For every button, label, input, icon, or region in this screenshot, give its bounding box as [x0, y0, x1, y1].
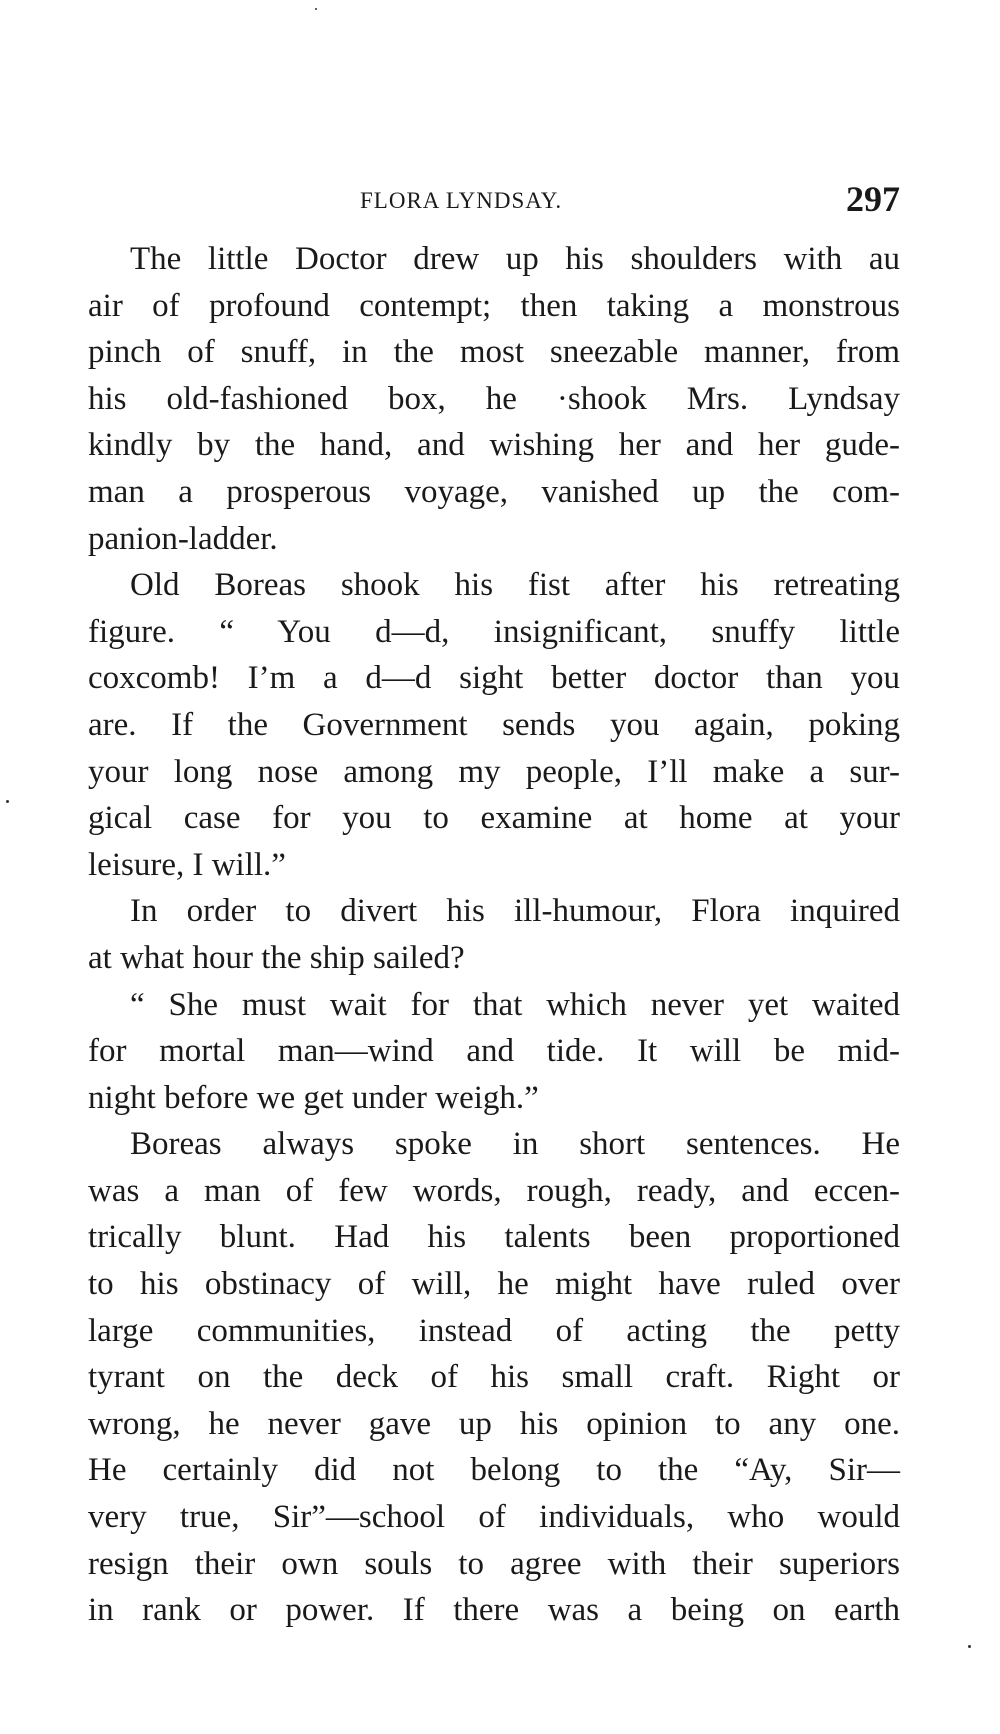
text-line: leisure, I will.”: [88, 846, 286, 883]
ink-speck: [6, 800, 9, 803]
text-line: gical case for you to examine at home at your: [88, 800, 900, 837]
text-line: are. If the Government sends you again, poking: [88, 706, 900, 743]
text-line: large communities, instead of acting the petty: [88, 1312, 900, 1349]
text-line: for mortal man—wind and tide. It will be mid-: [88, 1033, 900, 1070]
body-text: [88, 236, 900, 1634]
text-line: In order to divert his ill-humour, Flora inquired: [130, 893, 900, 930]
text-line: Boreas always spoke in short sentences. He: [130, 1126, 900, 1163]
text-line: to his obstinacy of will, he might have ruled over: [88, 1266, 900, 1303]
text-line: was a man of few words, rough, ready, and eccen-: [88, 1172, 900, 1209]
text-line: figure. “ You d—d, insignificant, snuffy little: [88, 613, 900, 650]
text-line: wrong, he never gave up his opinion to any one.: [88, 1405, 900, 1442]
text-line: man a prosperous voyage, vanished up the com-: [88, 473, 900, 510]
text-line: air of profound contempt; then taking a monstrous: [88, 287, 900, 324]
text-line: coxcomb! I’m a d—d sight better doctor than you: [88, 660, 900, 697]
running-head: [90, 179, 900, 222]
text-line: in rank or power. If there was a being on earth: [88, 1592, 900, 1629]
text-line: tyrant on the deck of his small craft. Right or: [88, 1359, 900, 1396]
text-line: very true, Sir”—school of individuals, who would: [88, 1499, 900, 1536]
text-line: at what hour the ship sailed?: [88, 939, 465, 976]
text-line: Old Boreas shook his fist after his retreating: [130, 567, 900, 604]
text-line: resign their own souls to agree with their superiors: [88, 1545, 900, 1582]
text-line: trically blunt. Had his talents been proportioned: [88, 1219, 900, 1256]
text-line: your long nose among my people, I’ll make a sur-: [88, 753, 900, 790]
text-line: “ She must wait for that which never yet waited: [130, 986, 900, 1023]
text-line: his old-fashioned box, he ·shook Mrs. Lyndsay: [88, 380, 900, 417]
text-line: pinch of snuff, in the most sneezable manner, from: [88, 334, 900, 371]
text-line: night before we get under weigh.”: [88, 1079, 539, 1116]
running-title: FLORA LYNDSAY.: [360, 188, 563, 213]
page-number: 297: [846, 179, 900, 219]
ink-speck: [315, 8, 317, 10]
ink-speck: [968, 1645, 971, 1648]
text-line: The little Doctor drew up his shoulders with au: [130, 241, 900, 277]
text-line: He certainly did not belong to the “Ay, Sir—: [88, 1452, 900, 1489]
text-line: panion-ladder.: [88, 520, 278, 557]
text-line: kindly by the hand, and wishing her and her gude-: [88, 427, 900, 464]
